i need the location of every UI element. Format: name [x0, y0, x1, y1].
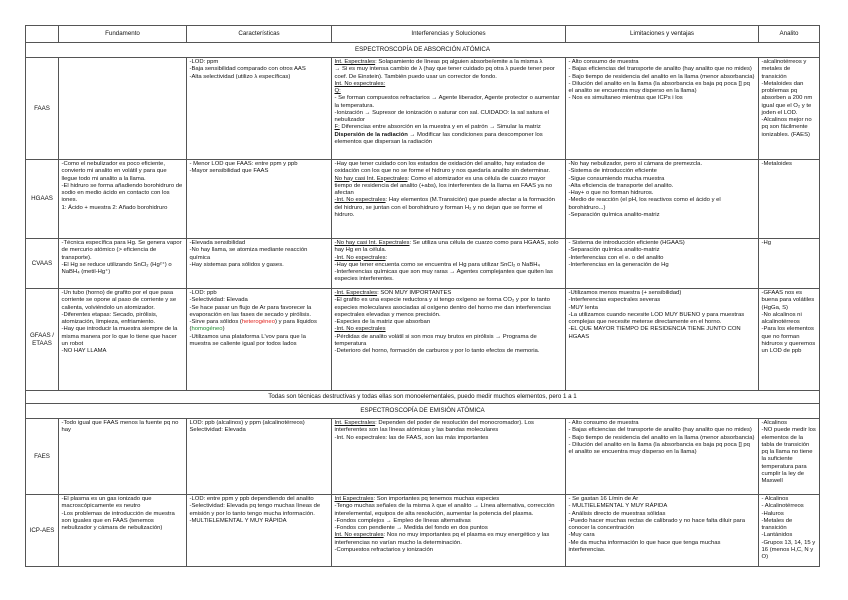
text-line: -Separación química analito-matriz — [568, 211, 660, 218]
text-line: -El hidruro se forma añadiendo borohidruro de sodio en medio ácido en contacto con los iones. — [61, 182, 183, 204]
text-line: -Fondos con pendiente → Medida del fondo en dos puntos — [334, 525, 488, 531]
text-span: : Nos no muy importantes pq el plasma es muy energético y las interferencias no varían mucho la determinación. — [334, 532, 550, 546]
text-line: -Separación química analito-matriz — [568, 247, 660, 254]
text-line: -Lantánidos — [761, 532, 793, 539]
text-line — [335, 255, 563, 262]
text-span: → Modificar las condiciones para descomponer los elementos que dispersan la radiación — [334, 131, 543, 145]
text-heading: Q: — [334, 88, 341, 94]
text-line: -Para los elementos que no forman hidruros y queremos un LOD de ppb — [761, 326, 816, 354]
text-line: -Alcalinos mejor no pq son fácilmente ionizables. (FAES) — [761, 117, 812, 138]
header-analito: Analito — [759, 26, 820, 43]
text-line: -LOD: ppm — [189, 59, 219, 65]
cell-hgaas-interferencias — [332, 160, 566, 239]
text-line: -Alta selectividad (utilizo λ específicas) — [189, 73, 291, 80]
text-span: -Sirve para sólidos ( — [189, 319, 242, 325]
text-line — [335, 290, 563, 297]
note-text: Todas son técnicas destructivas y todas ellas son monoelementales, puedo medir muchos elementos, pero 1 a 1 — [26, 391, 820, 404]
technique-label-faes: FAES — [26, 419, 59, 495]
cell-cvaas-caracteristicas — [187, 239, 332, 289]
text-line: -Diferentes etapas: Secado, pirólisis, atomización, limpieza, enfriamiento. — [61, 311, 158, 325]
text-line: -El Hg se reduce utilizando SnCl₂ (Hg²⁺) o NaBH₄ (metil-Hg⁺) — [61, 261, 172, 275]
text-line — [335, 176, 563, 198]
text-heading: Int. No espectrales — [334, 532, 384, 539]
text-line: -Selectividad: Elevada — [189, 297, 248, 304]
text-line: - Bajas eficiencias del transporte de analito (hay analito que no mides) — [568, 66, 752, 73]
section-row-emision — [26, 404, 820, 419]
section-row-absorcion — [26, 43, 820, 58]
text-span: : Como el atomizador es una célula de cuarzo mayor tiempo de residencia del analito (+abs), los interferentes de la llama en FAAS ya no afectan — [334, 175, 553, 196]
note-row — [26, 391, 820, 404]
cell-faas-caracteristicas — [187, 58, 332, 160]
text-line: -Compuestos refractarios y ionización — [334, 546, 434, 553]
text-span: : SON MUY IMPORTANTES — [377, 290, 452, 296]
cell-faes-fundamento — [59, 419, 187, 495]
text-line: - Bajo tiempo de residencia del analito en la llama (menor absorbancia) — [568, 73, 755, 80]
header-caracteristicas: Características — [187, 26, 332, 43]
text-heading: Dispersión de la radiación — [334, 131, 408, 138]
text-line: - Menor LOD que FAAS: entre ppm y ppb — [189, 161, 298, 167]
text-line: -Deterioro del horno, formación de carburos y por lo tanto efectos de memoria. — [334, 348, 540, 354]
text-line: -La utilizamos cuando necesite LOD MUY BUENO y para muestras complejas que necesite meterse directamente en el horno. — [568, 311, 745, 325]
text-line: - Alto consumo de muestra — [568, 59, 639, 65]
text-line: -Hay que tener cuidado con los estados de oxidación del analito, hay estados de oxidación con los que no se forme el hidruro y nos quedaría analito sin determinar. — [334, 161, 550, 175]
text-line: -No alcalinos ni alcalinotérreos — [761, 311, 802, 325]
text-line — [335, 132, 563, 147]
text-line: -Elevada sensibilidad — [189, 240, 246, 246]
table-row-hgaas — [26, 160, 820, 239]
text-line: -Medio de reacción (el pH, los reactivos como el ácido y el borohidruro...) — [568, 197, 721, 211]
technique-label-cvaas: CVAAS — [26, 239, 59, 289]
cell-hgaas-analito — [759, 160, 820, 239]
text-line: -Tengo muchas señales de la misma λ que el analito → Línea alternativa, corrección interelemental, equipos de alta resolución, aumentar la potencia del plasma. — [334, 503, 555, 517]
text-line: -Alta eficiencia de transporte del analito. — [568, 182, 674, 189]
cell-gfaas-fundamento — [59, 289, 187, 391]
text-line — [190, 319, 329, 334]
text-line: -Metales de transición — [761, 517, 793, 531]
table-row-faas — [26, 58, 820, 160]
text-line: → Si es muy intensa cambio de λ (hay que tener cuidado pq otra λ puede tener peor coef. De Einstein). También puedo usar un corrector de fondo. — [334, 66, 555, 80]
text-highlight-red: heterogéneo — [241, 319, 275, 325]
text-line: - MULTIELEMENTAL Y MUY RÁPIDA — [568, 503, 668, 510]
text-line: -MUY lenta — [568, 304, 598, 311]
text-line: -Interferencias químicas que son muy raras → Agentes complejantes que quiten las especies interferentes. — [334, 269, 553, 283]
text-line: - Se forman compuestos refractarios → Agente liberador, Agente protector o aumentar la temperatura. — [334, 95, 560, 109]
cell-faas-interferencias — [332, 58, 566, 160]
text-line: - Se gastan 16 L/min de Ar — [568, 496, 639, 502]
text-line: -NO HAY LLAMA — [61, 348, 107, 354]
header-fundamento: Fundamento — [59, 26, 187, 43]
cell-faas-limitaciones — [566, 58, 759, 160]
cell-icpaes-limitaciones — [566, 495, 759, 567]
text-line: -Mayor sensibilidad que FAAS — [189, 168, 269, 175]
cell-gfaas-caracteristicas — [187, 289, 332, 391]
cell-gfaas-limitaciones — [566, 289, 759, 391]
text-span: ) — [222, 326, 225, 333]
text-heading: -Int. No espectrales — [334, 326, 386, 333]
text-line: - Sistema de introducción eficiente (HGAAS) — [568, 240, 685, 246]
cell-faes-analito — [759, 419, 820, 495]
cell-hgaas-limitaciones — [566, 160, 759, 239]
text-line: - Alcalinos — [761, 496, 789, 502]
text-line: -Metaloides — [761, 161, 792, 167]
text-line: -Interferencias con el e. o del analito — [568, 254, 664, 261]
text-line: -No hay nebulizador, pero sí cámara de premezcla. — [568, 161, 703, 167]
cell-faes-interferencias — [332, 419, 566, 495]
text-line: Selectividad: Elevada — [189, 427, 246, 434]
text-span: : Solapamiento de líneas pq alguien absorbe/emite a la misma λ — [375, 59, 543, 65]
cell-hgaas-caracteristicas — [187, 160, 332, 239]
technique-label-hgaas: HGAAS — [26, 160, 59, 239]
text-line — [335, 532, 563, 547]
text-highlight-green: homogéneo — [191, 326, 223, 333]
text-line: -Utilizamos una plataforma L'vov para que la muestra se caliente igual por todos lados — [189, 333, 306, 347]
table-row-cvaas — [26, 239, 820, 289]
cell-gfaas-interferencias — [332, 289, 566, 391]
text-line: -El grafito es una especie reductora y si tengo oxígeno se forma CO₂ y por lo tanto especies moleculares asociadas al oxígeno dentro del horno me dan interferencias espectrales elevadas y menos precisión. — [334, 297, 551, 318]
text-heading: No hay casi Int. Espectrales — [334, 175, 408, 182]
text-line: -Me da mucha información lo que hace que tenga muchas interferencias. — [568, 539, 721, 553]
text-line: -Un tubo (horno) de grafito por el que pasa corriente se opone al paso de corriente y se calienta, volviéndolo un atomizador. — [61, 290, 177, 311]
text-line: -Alcalinos — [761, 420, 788, 426]
text-line: -Hay que introducir la muestra siempre de la misma manera por lo que lo tiene que hacer un robot — [61, 326, 178, 347]
text-line: -Haluros — [761, 510, 784, 517]
header-limitaciones: Limitaciones y ventajas — [566, 26, 759, 43]
cell-hgaas-fundamento — [59, 160, 187, 239]
cell-icpaes-caracteristicas — [187, 495, 332, 567]
text-line: -LOD: entre ppm y ppb dependiendo del analito — [189, 496, 314, 502]
text-line — [335, 496, 563, 503]
technique-label-icpaes: ICP-AES — [26, 495, 59, 567]
text-line: -Pérdidas de analito volátil si son mos muy brutos en pirólisis → Programa de temperatura — [334, 333, 537, 347]
text-line: -Sigue consumiendo mucha muestra — [568, 175, 665, 182]
text-line: -Como el nebulizador es poco eficiente, convierto mi analito en volátil y para que llegue todo mi analito a la llama. — [61, 161, 167, 182]
text-line: -Los problemas de introducción de muestra son iguales que en FAAS (tenemos nebulizador y cámara de nebulización) — [61, 510, 175, 531]
cell-icpaes-fundamento — [59, 495, 187, 567]
text-line: - Bajo tiempo de residencia del analito en la llama (menor absorbancia) — [568, 434, 755, 441]
cell-cvaas-fundamento — [59, 239, 187, 289]
cell-gfaas-analito — [759, 289, 820, 391]
text-line: -Utilizamos menos muestra (+ sensibilidad) — [568, 290, 682, 296]
comparison-table — [25, 25, 820, 567]
text-line: -Se hace pasar un flujo de Ar para favorecer la evaporación en las fases de secado y pirólisis. — [189, 304, 312, 318]
text-line: -alcalinotérreos y metales de transición — [761, 59, 807, 80]
text-line: -EL QUE MAYOR TIEMPO DE RESIDENCIA TIENE JUNTO CON HGAAS — [568, 326, 741, 340]
text-line: -NO puede medir los elementos de la tabla de transición pq la llama no tiene la suficiente temperatura para cumplir la ley de Maxwell — [761, 427, 816, 484]
cell-faas-analito — [759, 58, 820, 160]
text-line: -Grupos 13, 14, 15 y 16 (menos H,C, N y O) — [761, 539, 816, 560]
text-line: -Baja sensibilidad comparado con otros AAS — [189, 66, 306, 73]
text-line: -Hay+ o que no forman hidruros. — [568, 190, 654, 196]
text-line: -El plasma es un gas ionizado que macroscópicamente es neutro — [61, 496, 152, 510]
text-line: - Alto consumo de muestra — [568, 420, 639, 426]
text-heading: Int Espectrales — [334, 496, 374, 502]
text-line: -Técnica específica para Hg. Se genera vapor de mercurio atómico (> eficiencia de transporte). — [61, 240, 182, 261]
text-line — [335, 59, 563, 66]
text-line: -LOD: ppb — [189, 290, 217, 296]
cell-cvaas-analito — [759, 239, 820, 289]
text-line: LOD: ppb (alcalinos) y ppm (alcalinotérreos) — [189, 420, 305, 426]
text-span: : Son importantes pq tenemos muchas especies — [373, 496, 500, 502]
section-title-emision: ESPECTROSCOPÍA DE EMISIÓN ATÓMICA — [26, 404, 820, 419]
text-line: -Int. No espectrales: las de FAAS, son las más importantes — [334, 434, 489, 441]
text-line — [335, 197, 563, 219]
text-line — [335, 420, 563, 435]
text-line: -MULTIELEMENTAL Y MUY RÁPIDA — [189, 517, 287, 524]
table-row-icpaes — [26, 495, 820, 567]
text-line: -Interferencias en la generación de Hg — [568, 261, 669, 268]
table-row-gfaas — [26, 289, 820, 391]
cell-faas-fundamento — [59, 58, 187, 160]
text-line — [335, 240, 563, 255]
text-line: - Nos es simultaneo mientras que ICPs i los — [568, 95, 683, 102]
text-line: 1: Ácido + muestra 2: Añado borohidruro — [61, 204, 168, 211]
text-line: -Especies de la matriz que absorban — [334, 319, 431, 325]
text-line: -Selectividad: Elevada pq tengo muchas líneas de emisión y por lo tanto tengo mucha información. — [189, 503, 321, 517]
section-title-absorcion: ESPECTROSCOPÍA DE ABSORCIÓN ATÓMICA — [26, 43, 820, 58]
text-line: -Ionización → Supresor de ionización o saturar con sal. CUIDADO: la sal satura el nebulizador — [334, 109, 549, 123]
text-heading: -Int. No espectrales — [334, 197, 386, 204]
text-span: ) y para líquidos ( — [189, 319, 317, 333]
text-line: -GFAAS nos es buena para volátiles (HgGa, S) — [761, 290, 815, 311]
text-line: -Hay sistemas para sólidos y gases. — [189, 261, 284, 268]
cell-cvaas-limitaciones — [566, 239, 759, 289]
text-span: : — [385, 254, 388, 261]
text-line: -Sistema de introducción eficiente — [568, 168, 657, 175]
text-heading: -No hay casi Int. Espectrales — [334, 240, 410, 246]
cell-icpaes-interferencias — [332, 495, 566, 567]
header-row — [26, 26, 820, 43]
text-heading: Int. Espectrales — [334, 59, 376, 65]
text-line: - Análisis directo de muestras sólidas — [568, 510, 666, 517]
text-span: : Hay elementos (M.Transición) que puede afectar a la formación del hidruro, se juntan con el borohidruro y forman H₂ y no dejan que se forme el hidruro. — [334, 197, 555, 218]
text-heading: F: — [334, 124, 340, 131]
text-heading: Int. Espectrales — [334, 420, 376, 426]
text-line: -No hay llama, se atomiza mediante reacción química — [189, 247, 308, 261]
text-heading: -Int. Espectrales — [334, 290, 378, 296]
text-line: - Dilución del analito en la llama (la absorbancia es baja pq poca [] pq el analito se encuentra muy disperso en la llama) — [568, 80, 750, 94]
cell-faes-limitaciones — [566, 419, 759, 495]
text-line: -Interferencias espectrales severas — [568, 297, 661, 304]
text-line — [335, 124, 563, 131]
header-blank — [26, 26, 59, 43]
text-line: - Alcalinotérreos — [761, 503, 804, 510]
cell-icpaes-analito — [759, 495, 820, 567]
text-line: - Bajas eficiencias del transporte de analito (hay analito que no mides) — [568, 427, 752, 434]
header-interferencias: Interferencias y Soluciones — [332, 26, 566, 43]
text-line: -Todo igual que FAAS menos la fuente pq no hay — [61, 420, 179, 434]
text-line: - Dilución del analito en la llama (la absorbancia es baja pq poca [] pq el analito se encuentra muy disperso en la llama) — [568, 441, 750, 455]
cell-faes-caracteristicas — [187, 419, 332, 495]
text-span: : Dependen del poder de resolución del monocromador). Los interferentes son las líneas atómicas y las bandas moleculares — [334, 420, 534, 434]
text-line: -Metaloides dan problemas pq absorben a 200 nm igual que el O₂ y te joden el LOD. — [761, 80, 813, 116]
technique-label-gfaas: GFAAS / ETAAS — [26, 289, 59, 391]
text-heading: Int. No espectrales: — [334, 80, 386, 87]
text-line: -Fondos complejos → Empleo de líneas alternativas — [334, 517, 471, 524]
text-line: -Hg — [761, 240, 771, 246]
table-row-faes — [26, 419, 820, 495]
technique-label-faas: FAAS — [26, 58, 59, 160]
text-line: -Muy cara — [568, 532, 595, 539]
text-line: -Hay que tener encuenta como se encuentra el Hg para utilizar SnCl₂ o NaBH₄ — [334, 261, 540, 268]
text-line: -Puedo hacer muchas rectas de calibrado y no hace falta diluir para conocer la concentración — [568, 517, 745, 531]
text-heading: -Int. No espectrales — [334, 254, 386, 261]
cell-cvaas-interferencias — [332, 239, 566, 289]
text-span: Diferencias entre absorción en la muestra y en el patrón → Simular la matriz — [339, 124, 541, 131]
text-span: : Se utiliza una célula de cuarzo como para HGAAS, solo hay Hg en la célula. — [334, 240, 559, 254]
